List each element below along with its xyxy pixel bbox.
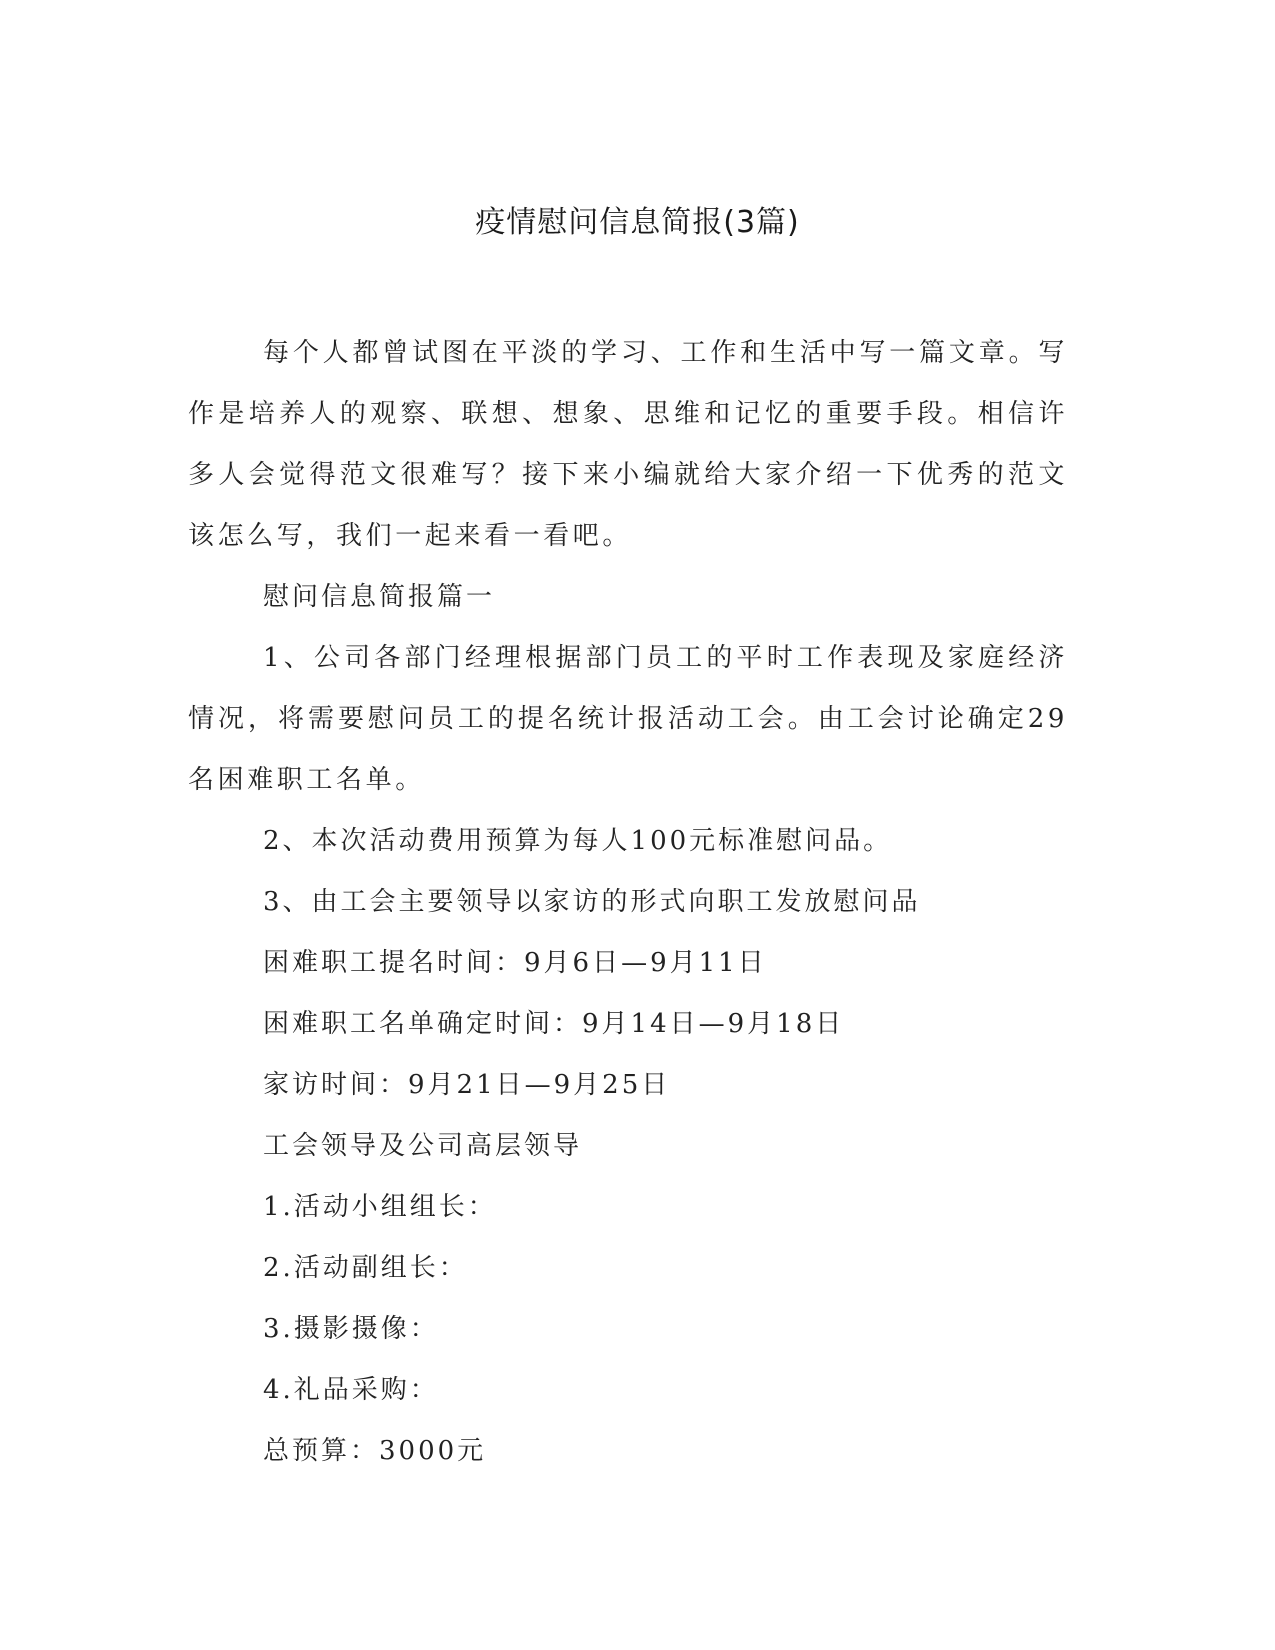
list-confirm-time-line: 困难职工名单确定时间：9月14日—9月18日: [263, 1009, 845, 1039]
role-photography-line: 3.摄影摄像：: [263, 1314, 439, 1344]
item-1-paragraph: 1、公司各部门经理根据部门员工的平时工作表现及家庭经济情况，将需要慰问员工的提名统计报活动工会。由工会讨论确定29名困难职工名单。: [188, 643, 1068, 795]
leaders-line: 工会领导及公司高层领导: [263, 1131, 583, 1161]
item-3-line: 3、由工会主要领导以家访的形式向职工发放慰问品: [263, 887, 921, 917]
budget-line: 总预算：3000元: [263, 1436, 487, 1466]
nomination-time-line: 困难职工提名时间：9月6日—9月11日: [263, 948, 767, 978]
role-purchasing-line: 4.礼品采购：: [263, 1375, 439, 1405]
visit-time-line: 家访时间：9月21日—9月25日: [263, 1070, 671, 1100]
document-body: [188, 323, 1068, 1482]
section-heading: 慰问信息简报篇一: [263, 582, 496, 612]
document-title: 疫情慰问信息简报(3篇): [475, 205, 800, 240]
role-deputy-line: 2.活动副组长：: [263, 1253, 468, 1283]
role-leader-line: 1.活动小组组长：: [263, 1192, 497, 1222]
item-2-line: 2、本次活动费用预算为每人100元标准慰问品。: [263, 826, 893, 856]
intro-paragraph: 每个人都曾试图在平淡的学习、工作和生活中写一篇文章。写作是培养人的观察、联想、想象、思维和记忆的重要手段。相信许多人会觉得范文很难写？接下来小编就给大家介绍一下优秀的范文该怎么写，我们一起来看一看吧。: [188, 338, 1068, 551]
